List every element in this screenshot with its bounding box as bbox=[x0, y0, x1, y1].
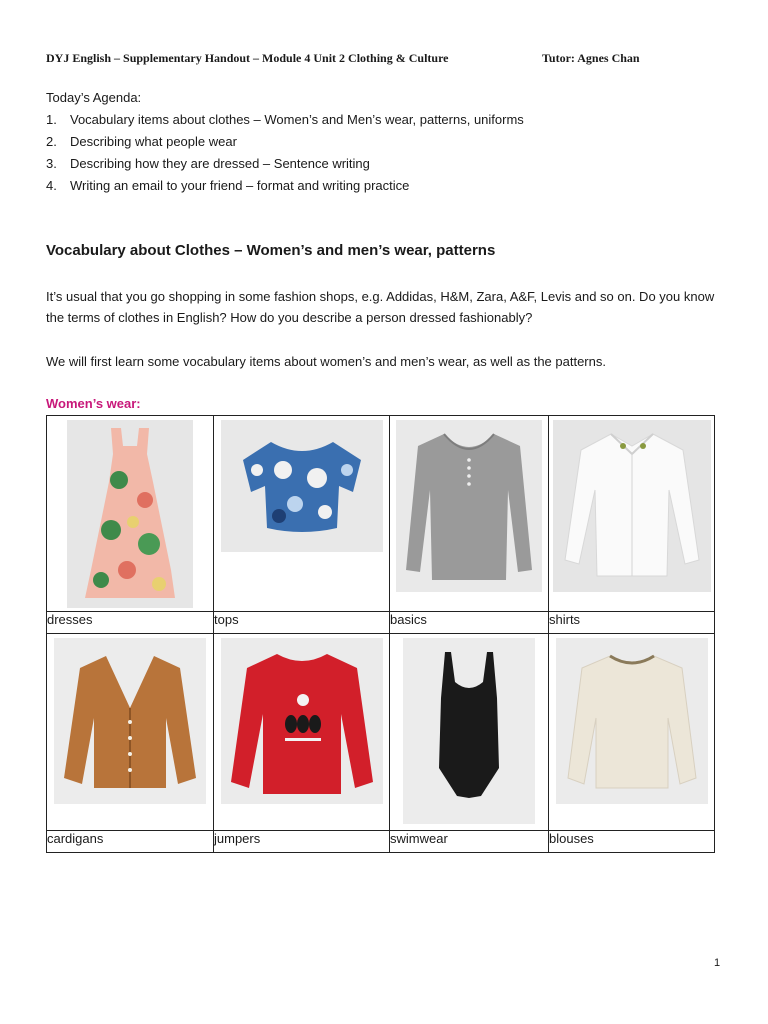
label-swimwear: swimwear bbox=[390, 831, 549, 853]
handout-header bbox=[46, 51, 706, 66]
shirt-image bbox=[553, 420, 711, 592]
top-image bbox=[221, 420, 383, 552]
label-row bbox=[47, 612, 715, 634]
label-basics: basics bbox=[390, 612, 549, 634]
label-shirts: shirts bbox=[549, 612, 715, 634]
section-title: Vocabulary about Clothes – Women’s and men’s wear, patterns bbox=[46, 242, 496, 259]
agenda-item bbox=[46, 155, 524, 177]
label-dresses: dresses bbox=[47, 612, 214, 634]
swimwear-image bbox=[403, 638, 535, 824]
dress-image bbox=[67, 420, 193, 608]
agenda-text: Describing what people wear bbox=[70, 134, 237, 149]
blouse-image bbox=[556, 638, 708, 804]
label-row bbox=[47, 831, 715, 853]
agenda-item bbox=[46, 133, 524, 155]
basics-image bbox=[396, 420, 542, 592]
agenda-item bbox=[46, 177, 524, 199]
agenda-text: Writing an email to your friend – format and writing practice bbox=[70, 178, 410, 193]
cardigans-cell bbox=[47, 634, 214, 831]
agenda-text: Describing how they are dressed – Sentence writing bbox=[70, 156, 370, 171]
dresses-cell bbox=[47, 416, 214, 612]
tops-cell bbox=[214, 416, 390, 612]
agenda-number: 2. bbox=[46, 134, 57, 149]
basics-cell bbox=[390, 416, 549, 612]
womens-wear-table bbox=[46, 415, 715, 853]
label-cardigans: cardigans bbox=[47, 831, 214, 853]
agenda-number: 4. bbox=[46, 178, 57, 193]
womens-wear-heading: Women’s wear: bbox=[46, 396, 141, 411]
label-blouses: blouses bbox=[549, 831, 715, 853]
page-number: 1 bbox=[714, 957, 721, 969]
shirts-cell bbox=[549, 416, 715, 612]
agenda-list bbox=[46, 111, 524, 199]
blouses-cell bbox=[549, 634, 715, 831]
image-row bbox=[47, 634, 715, 831]
jumpers-cell bbox=[214, 634, 390, 831]
cardigan-image bbox=[54, 638, 206, 804]
label-tops: tops bbox=[214, 612, 390, 634]
handout-title: DYJ English – Supplementary Handout – Module 4 Unit 2 Clothing & Culture bbox=[46, 51, 449, 65]
swimwear-cell bbox=[390, 634, 549, 831]
agenda-number: 3. bbox=[46, 156, 57, 171]
agenda-number: 1. bbox=[46, 112, 57, 127]
agenda-item bbox=[46, 111, 524, 133]
vocabulary-intro: We will first learn some vocabulary items about women’s and men’s wear, as well as the patterns. bbox=[46, 354, 606, 369]
image-row bbox=[47, 416, 715, 612]
tutor-name: Tutor: Agnes Chan bbox=[542, 51, 640, 65]
jumper-image bbox=[221, 638, 383, 804]
label-jumpers: jumpers bbox=[214, 831, 390, 853]
agenda-text: Vocabulary items about clothes – Women’s and Men’s wear, patterns, uniforms bbox=[70, 112, 524, 127]
agenda-title: Today’s Agenda: bbox=[46, 90, 142, 105]
intro-paragraph: It’s usual that you go shopping in some fashion shops, e.g. Addidas, H&M, Zara, A&F, Levis and so on. Do you know the terms of clothes in English? How do you describe a person dressed fashionably? bbox=[46, 289, 715, 325]
